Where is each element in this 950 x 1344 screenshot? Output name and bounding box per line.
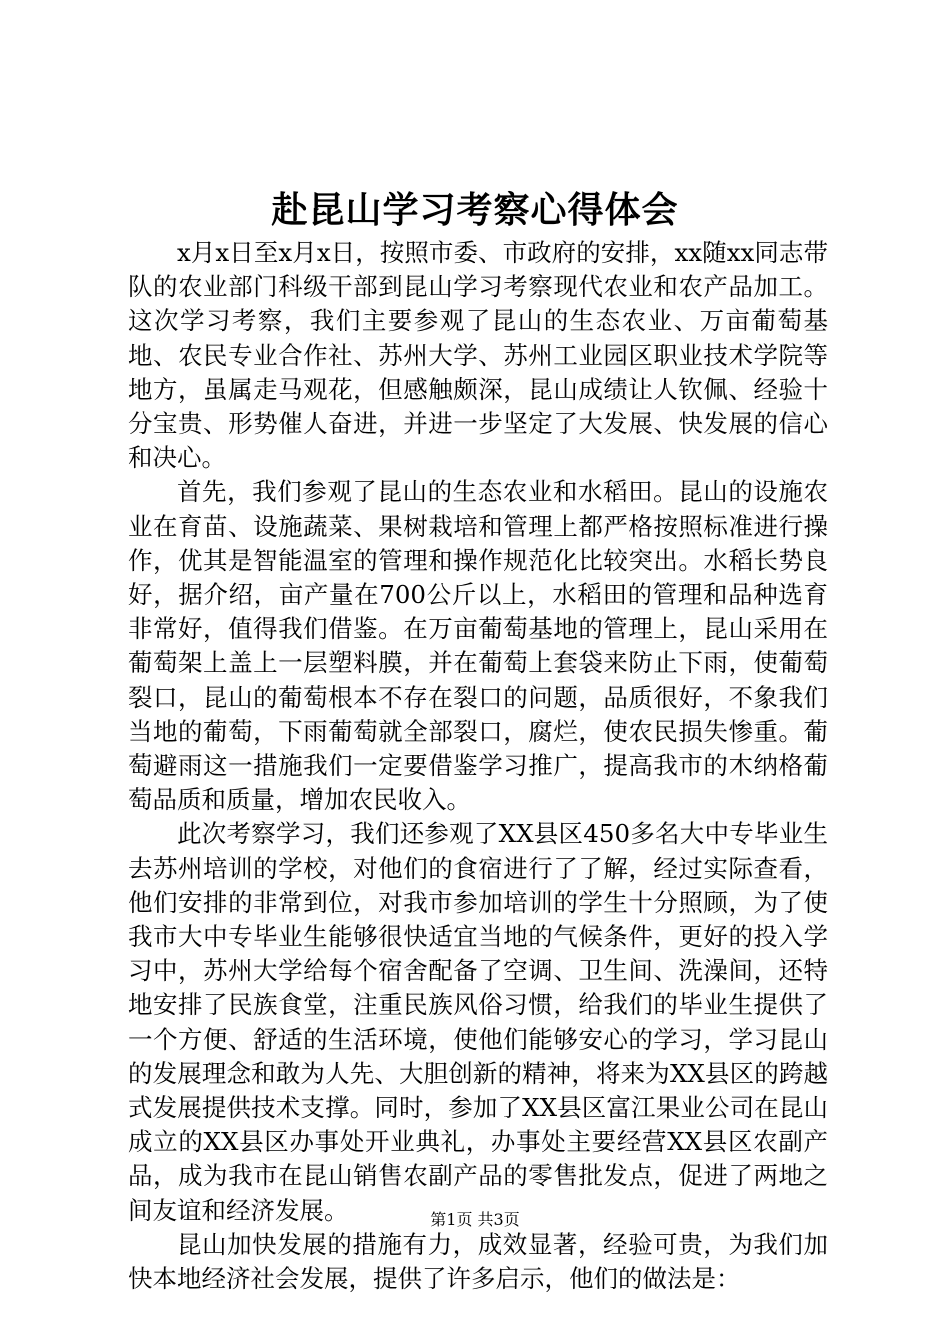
paragraph-3: 此次考察学习，我们还参观了XX县区450多名大中专毕业生去苏州培训的学校，对他们的食宿进行了了解，经过实际查看，他们安排的非常到位，对我市参加培训的学生十分照顾，为了使我市大中专毕业生能够很快适宜当地的气候条件，更好的投入学习中，苏州大学给每个宿舍配备了空调、卫生间、洗澡间，还特地安排了民族食堂，注重民族风俗习惯，给我们的毕业生提供了一个方便、舒适的生活环境，使他们能够安心的学习，学习昆山的发展理念和敢为人先、大胆创新的精神，将来为XX县区的跨越式发展提供技术支撑。同时，参加了XX县区富江果业公司在昆山成立的XX县区办事处开业典礼，办事处主要经营XX县区农副产品，成为我市在昆山销售农副产品的零售批发点，促进了两地之间友谊和经济发展。 (128, 819, 828, 1225)
paragraph-2: 首先，我们参观了昆山的生态农业和水稻田。昆山的设施农业在育苗、设施蔬菜、果树栽培和管理上都严格按照标准进行操作，优其是智能温室的管理和操作规范化比较突出。水稻长势良好，据介绍，亩产量在700公斤以上，水稻田的管理和品种选育非常好，值得我们借鉴。在万亩葡萄基地的管理上，昆山采用在葡萄架上盖上一层塑料膜，并在葡萄上套袋来防止下雨，使葡萄裂口，昆山的葡萄根本不存在裂口的问题，品质很好，不象我们当地的葡萄，下雨葡萄就全部裂口，腐烂，使农民损失惨重。葡萄避雨这一措施我们一定要借鉴学习推广，提高我市的木纳格葡萄品质和质量，增加农民收入。 (128, 477, 828, 815)
document-body (128, 236, 828, 1296)
paragraph-4: 昆山加快发展的措施有力，成效显著，经验可贵，为我们加快本地经济社会发展，提供了许多启示，他们的做法是： (128, 1229, 828, 1294)
document-title: 赴昆山学习考察心得体会 (271, 189, 679, 231)
paragraph-1: x月x日至x月x日，按照市委、市政府的安排，xx随xx同志带队的农业部门科级干部到昆山学习考察现代农业和农产品加工。这次学习考察，我们主要参观了昆山的生态农业、万亩葡萄基地、农民专业合作社、苏州大学、苏州工业园区职业技术学院等地方，虽属走马观花，但感触颇深，昆山成绩让人钦佩、经验十分宝贵、形势催人奋进，并进一步坚定了大发展、快发展的信心和决心。 (128, 238, 828, 473)
page-footer: 第1页 共3页 (430, 1210, 520, 1229)
